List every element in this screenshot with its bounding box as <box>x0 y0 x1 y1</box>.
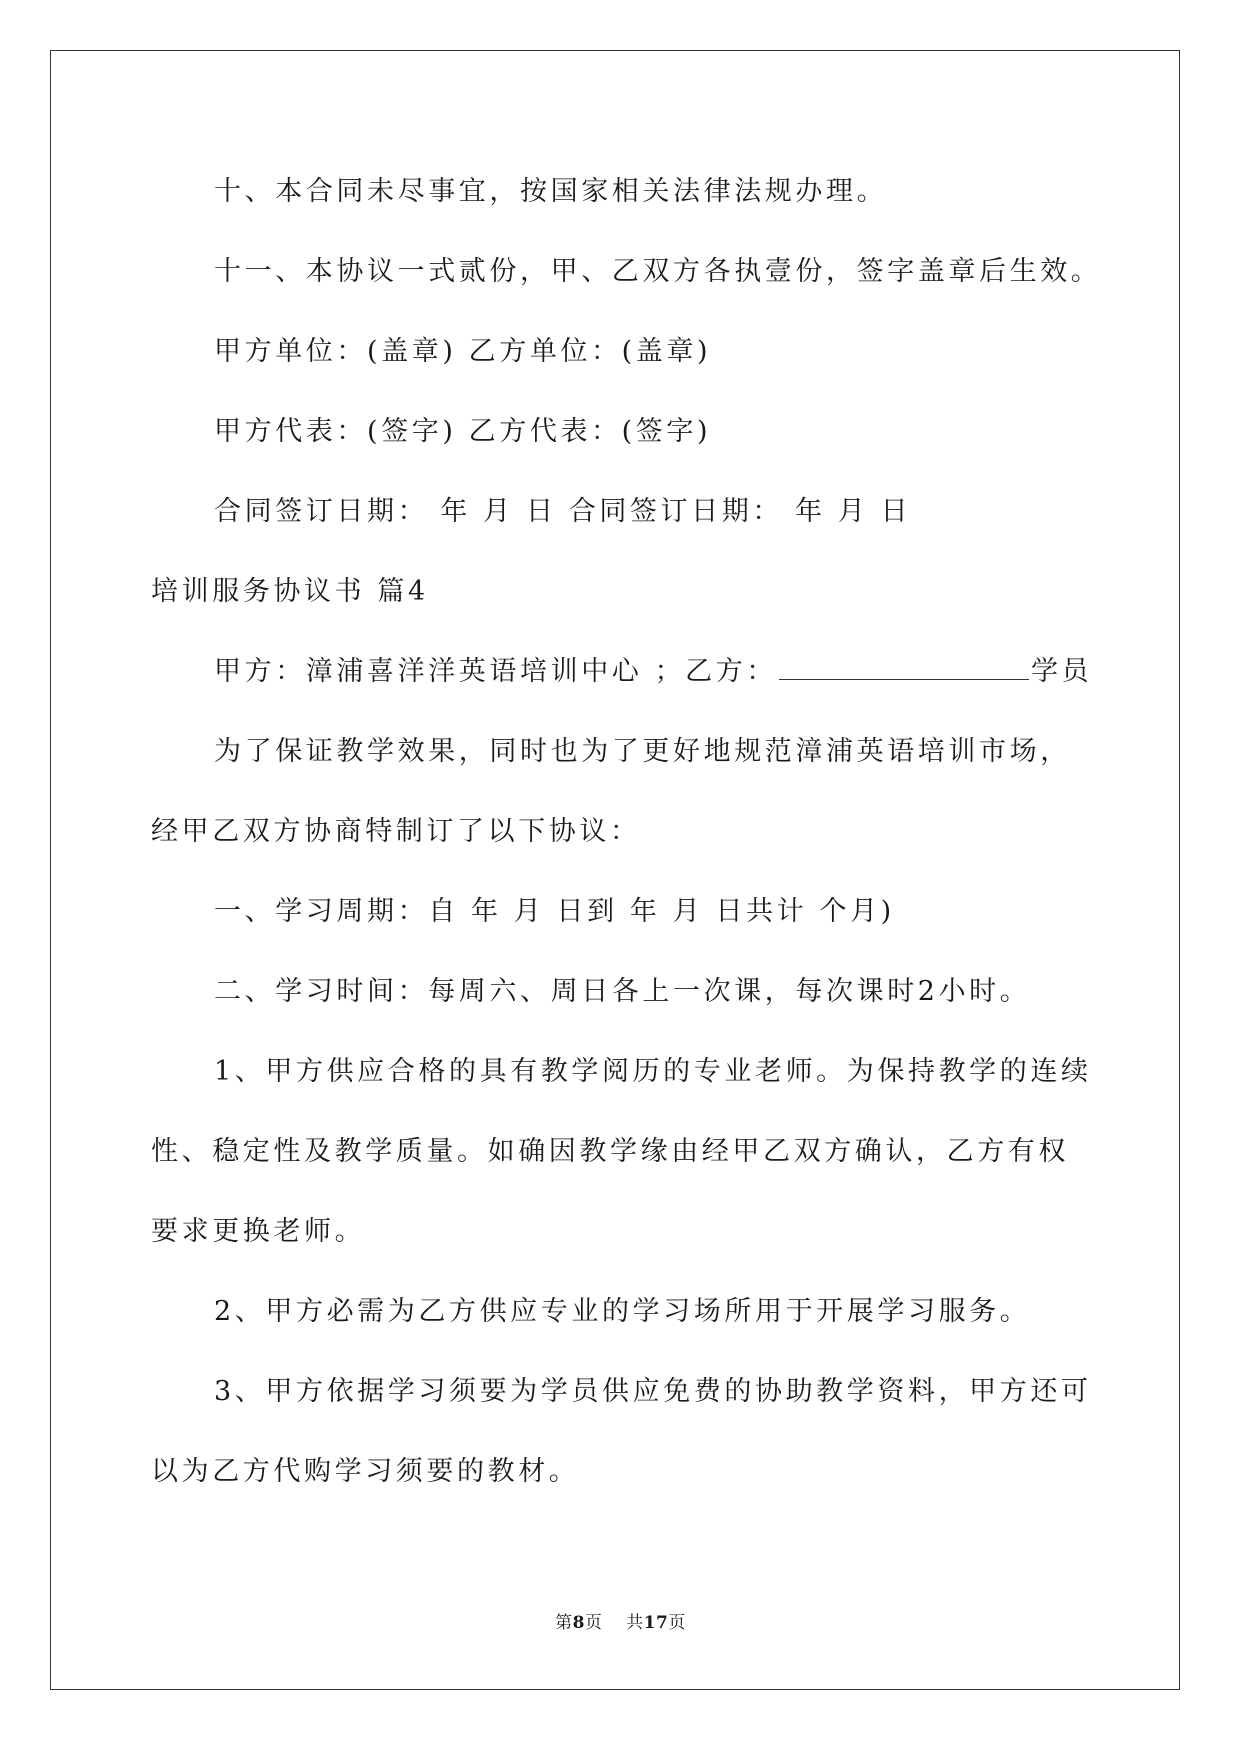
footer-total-pages: 17 <box>643 1613 669 1633</box>
clause-11-line: 十一、本协议一式贰份，甲、乙双方各执壹份，签字盖章后生效。 <box>214 256 1102 287</box>
footer-mid: 页 共 <box>585 1613 644 1633</box>
item-2-line: 二、学习时间：每周六、周日各上一次课，每次课时2小时。 <box>214 976 1031 1007</box>
paragraph-3-line-2: 以为乙方代购学习须要的教材。 <box>151 1456 580 1487</box>
paragraph-1-line-1: 1、甲方供应合格的具有教学阅历的专业老师。为保持教学的连续 <box>214 1056 1092 1087</box>
clause-10-line: 十、本合同未尽事宜，按国家相关法律法规办理。 <box>214 176 888 207</box>
paragraph-1-line-2: 性、稳定性及教学质量。如确因教学缘由经甲乙双方确认，乙方有权 <box>151 1136 1069 1167</box>
sign-dates-line: 合同签订日期： 年 月 日 合同签订日期： 年 月 日 <box>214 496 912 527</box>
intro-line-1: 为了保证教学效果，同时也为了更好地规范漳浦英语培训市场， <box>214 736 1071 767</box>
footer-prefix: 第 <box>555 1613 573 1633</box>
footer-suffix: 页 <box>668 1613 686 1633</box>
party-reps-line: 甲方代表：(签字) 乙方代表：(签字) <box>214 416 712 447</box>
section-title: 培训服务协议书 篇4 <box>151 576 429 607</box>
party-units-line: 甲方单位：(盖章) 乙方单位：(盖章) <box>214 336 712 367</box>
party-b-suffix: 学员 <box>1030 656 1093 687</box>
paragraph-1-line-3: 要求更换老师。 <box>151 1216 366 1247</box>
party-a-text: 甲方：漳浦喜洋洋英语培训中心 ；乙方： <box>214 656 777 687</box>
page-border <box>50 50 1180 1690</box>
parties-line <box>214 654 1092 690</box>
intro-line-2: 经甲乙双方协商特制订了以下协议： <box>151 816 641 847</box>
student-name-blank <box>779 657 1029 680</box>
item-1-line: 一、学习周期：自 年 月 日到 年 月 日共计 个月) <box>214 896 895 927</box>
paragraph-3-line-1: 3、甲方依据学习须要为学员供应免费的协助教学资料，甲方还可 <box>214 1376 1092 1407</box>
page-footer <box>0 1612 1241 1634</box>
footer-page-number: 8 <box>572 1613 586 1633</box>
paragraph-2-line-1: 2、甲方必需为乙方供应专业的学习场所用于开展学习服务。 <box>214 1296 1031 1327</box>
